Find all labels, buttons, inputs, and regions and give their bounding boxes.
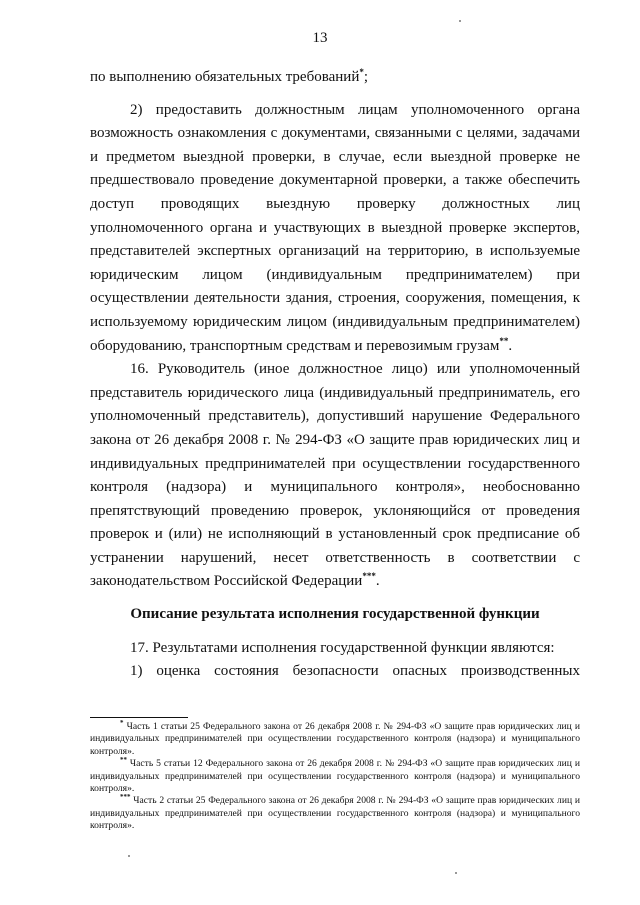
paragraph-end: . (375, 573, 380, 590)
footnote-2 (90, 758, 580, 795)
scan-speck (459, 20, 461, 22)
section-heading: Описание результата исполнения государственной функции (130, 606, 540, 623)
footnote-mark: *** (120, 793, 131, 802)
footnote-ref-1: * (359, 67, 364, 77)
paragraph-16 (90, 358, 580, 594)
footnote-text: Часть 2 статьи 25 Федерального закона от 26 декабря 2008 г. № 294-ФЗ «О защите прав юридических лиц и индивидуальных предпринимателей при осуществлении государственного контроля (надзора) и муниципального контроля». (90, 795, 580, 832)
page-number: 13 (312, 30, 328, 46)
footnote-1 (90, 718, 580, 758)
scan-speck (128, 855, 130, 857)
footnote-divider (90, 717, 188, 718)
footnotes (90, 718, 580, 833)
paragraph-text: 16. Руководитель (иное должностное лицо) или уполномоченный представитель юридического лица (индивидуальный предприниматель, его уполномоченный представитель), допустивший нарушение Федерального закона от 26 декабря 2008 г. № 294-ФЗ «О защите прав юридических лиц и индивидуальных предпринимателей при осуществлении государственного контроля (надзора) и муниципального контроля», необоснованно препятствующий проведению проверок, уклоняющийся от проведения проверок и (или) не исполняющий в установленный срок предписание об устранении нарушений, несет ответственность в соответствии с законодательством Российской Федерации (90, 361, 580, 590)
paragraph-text: по выполнению обязательных требований (90, 69, 360, 85)
paragraph-end: . (508, 337, 513, 354)
paragraph-continuation (90, 66, 580, 90)
scan-speck (455, 872, 457, 874)
document-body (90, 66, 580, 684)
paragraph-end: ; (363, 69, 369, 85)
paragraph-item-2 (90, 99, 580, 359)
footnote-mark: * (120, 718, 124, 727)
footnote-ref-2: ** (499, 335, 509, 346)
footnote-ref-3: *** (362, 571, 376, 582)
footnote-text: Часть 1 статьи 25 Федерального закона от 26 декабря 2008 г. № 294-ФЗ «О защите прав юридических лиц и индивидуальных предпринимателей при осуществлении государственного контроля (надзора) и муниципального контроля». (90, 721, 580, 757)
paragraph-17: 17. Результатами исполнения государственной функции являются: (130, 639, 555, 656)
footnote-text: Часть 5 статьи 12 Федерального закона от 26 декабря 2008 г. № 294-ФЗ «О защите прав юридических лиц и индивидуальных предпринимателей при осуществлении государственного контроля (надзора) и муниципального контроля». (90, 758, 580, 795)
footnote-mark: ** (120, 756, 127, 765)
paragraph-item-1: 1) оценка состояния безопасности опасных производственных (130, 663, 580, 680)
footnote-3 (90, 795, 580, 832)
paragraph-text: 2) предоставить должностным лицам уполномоченного органа возможность ознакомления с документами, связанными с целями, задачами и предметом выездной проверки, в случае, если выездной проверке не предшествовало проведение документарной проверки, а также обеспечить доступ проводящих выездную проверку должностных лиц уполномоченного органа и участвующих в выездной проверке экспертов, представителей экспертных организаций на территорию, в используемые юридическим лицом (индивидуальным предпринимателем) при осуществлении деятельности здания, строения, сооружения, помещения, к используемому юридическим лицом (индивидуальным предпринимателем) оборудованию, транспортным средствам и перевозимым грузам (90, 101, 580, 354)
